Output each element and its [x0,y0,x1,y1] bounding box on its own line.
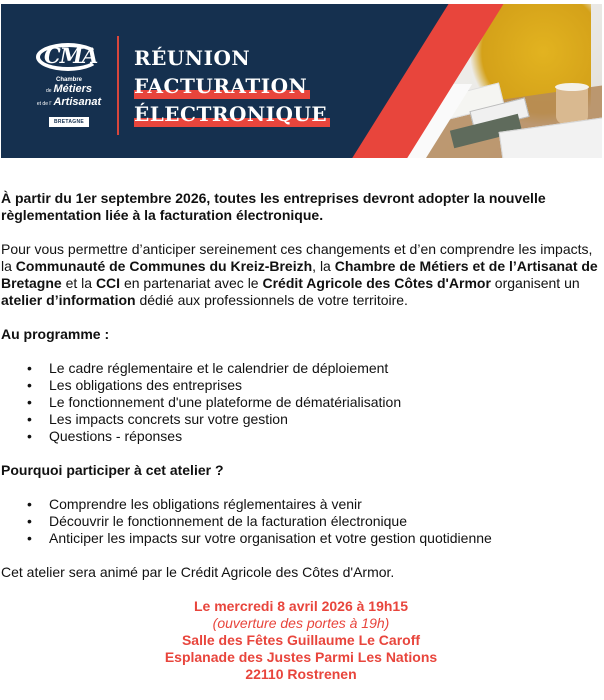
list-item: • Comprendre les obligations réglementaires à venir [49,496,601,513]
banner-divider [117,36,119,135]
programme-heading: Au programme : [1,326,110,342]
programme-list [1,360,601,445]
title-line-1: RÉUNION [134,46,251,70]
event-city: 22110 Rostrenen [245,666,357,682]
event-details [1,598,601,683]
banner-title [134,44,327,128]
header-banner [1,4,602,158]
list-item: • Le fonctionnement d'une plateforme de dématérialisation [49,394,601,411]
title-line-2: FACTURATION [134,74,308,98]
event-street: Esplanade des Justes Parmi Les Nations [164,649,438,665]
list-item: • Questions - réponses [49,428,601,445]
logo-metiers: de Métiers [45,83,93,95]
animation-note: Cet atelier sera animé par le Crédit Agricole des Côtes d'Armor. [1,564,395,580]
why-list [1,496,601,547]
intro-lead: À partir du 1er septembre 2026, toutes les entreprises devront adopter la nouvelle règlementation liée à la facturation électronique. [1,190,546,223]
logo-chambre: Chambre [55,77,82,83]
cma-logo-icon: CMA [36,41,102,69]
cma-logo [29,41,109,125]
logo-artisanat: et de l' Artisanat [36,96,102,108]
coffee-cup-icon [556,86,588,124]
banner-photo [331,4,602,158]
logo-region-badge: BRETAGNE [49,117,89,127]
list-item: • Anticiper les impacts sur votre organisation et votre gestion quotidienne [49,530,601,547]
why-heading: Pourquoi participer à cet atelier ? [1,462,224,478]
event-venue: Salle des Fêtes Guillaume Le Caroff [181,632,421,648]
title-line-3: ÉLECTRONIQUE [134,102,328,126]
list-item: • Le cadre réglementaire et le calendrier de déploiement [49,360,601,377]
intro-paragraph: Pour vous permettre d’anticiper sereinement ces changements et d’en comprendre les impacts, la Communauté de Communes du Kreiz-Breizh, la Chambre de Métiers et de l’Artisanat de Bretagne et la CCI en partenariat avec le Crédit Agricole des Côtes d'Armor organisent un atelier d’information dédié aux professionnels de votre territoire. [1,241,598,308]
list-item: • Les impacts concrets sur votre gestion [49,411,601,428]
event-date: Le mercredi 8 avril 2026 à 19h15 [193,598,409,614]
list-item: • Les obligations des entreprises [49,377,601,394]
event-doors: (ouverture des portes à 19h) [212,615,390,631]
email-body [1,190,601,683]
list-item: • Découvrir le fonctionnement de la facturation électronique [49,513,601,530]
